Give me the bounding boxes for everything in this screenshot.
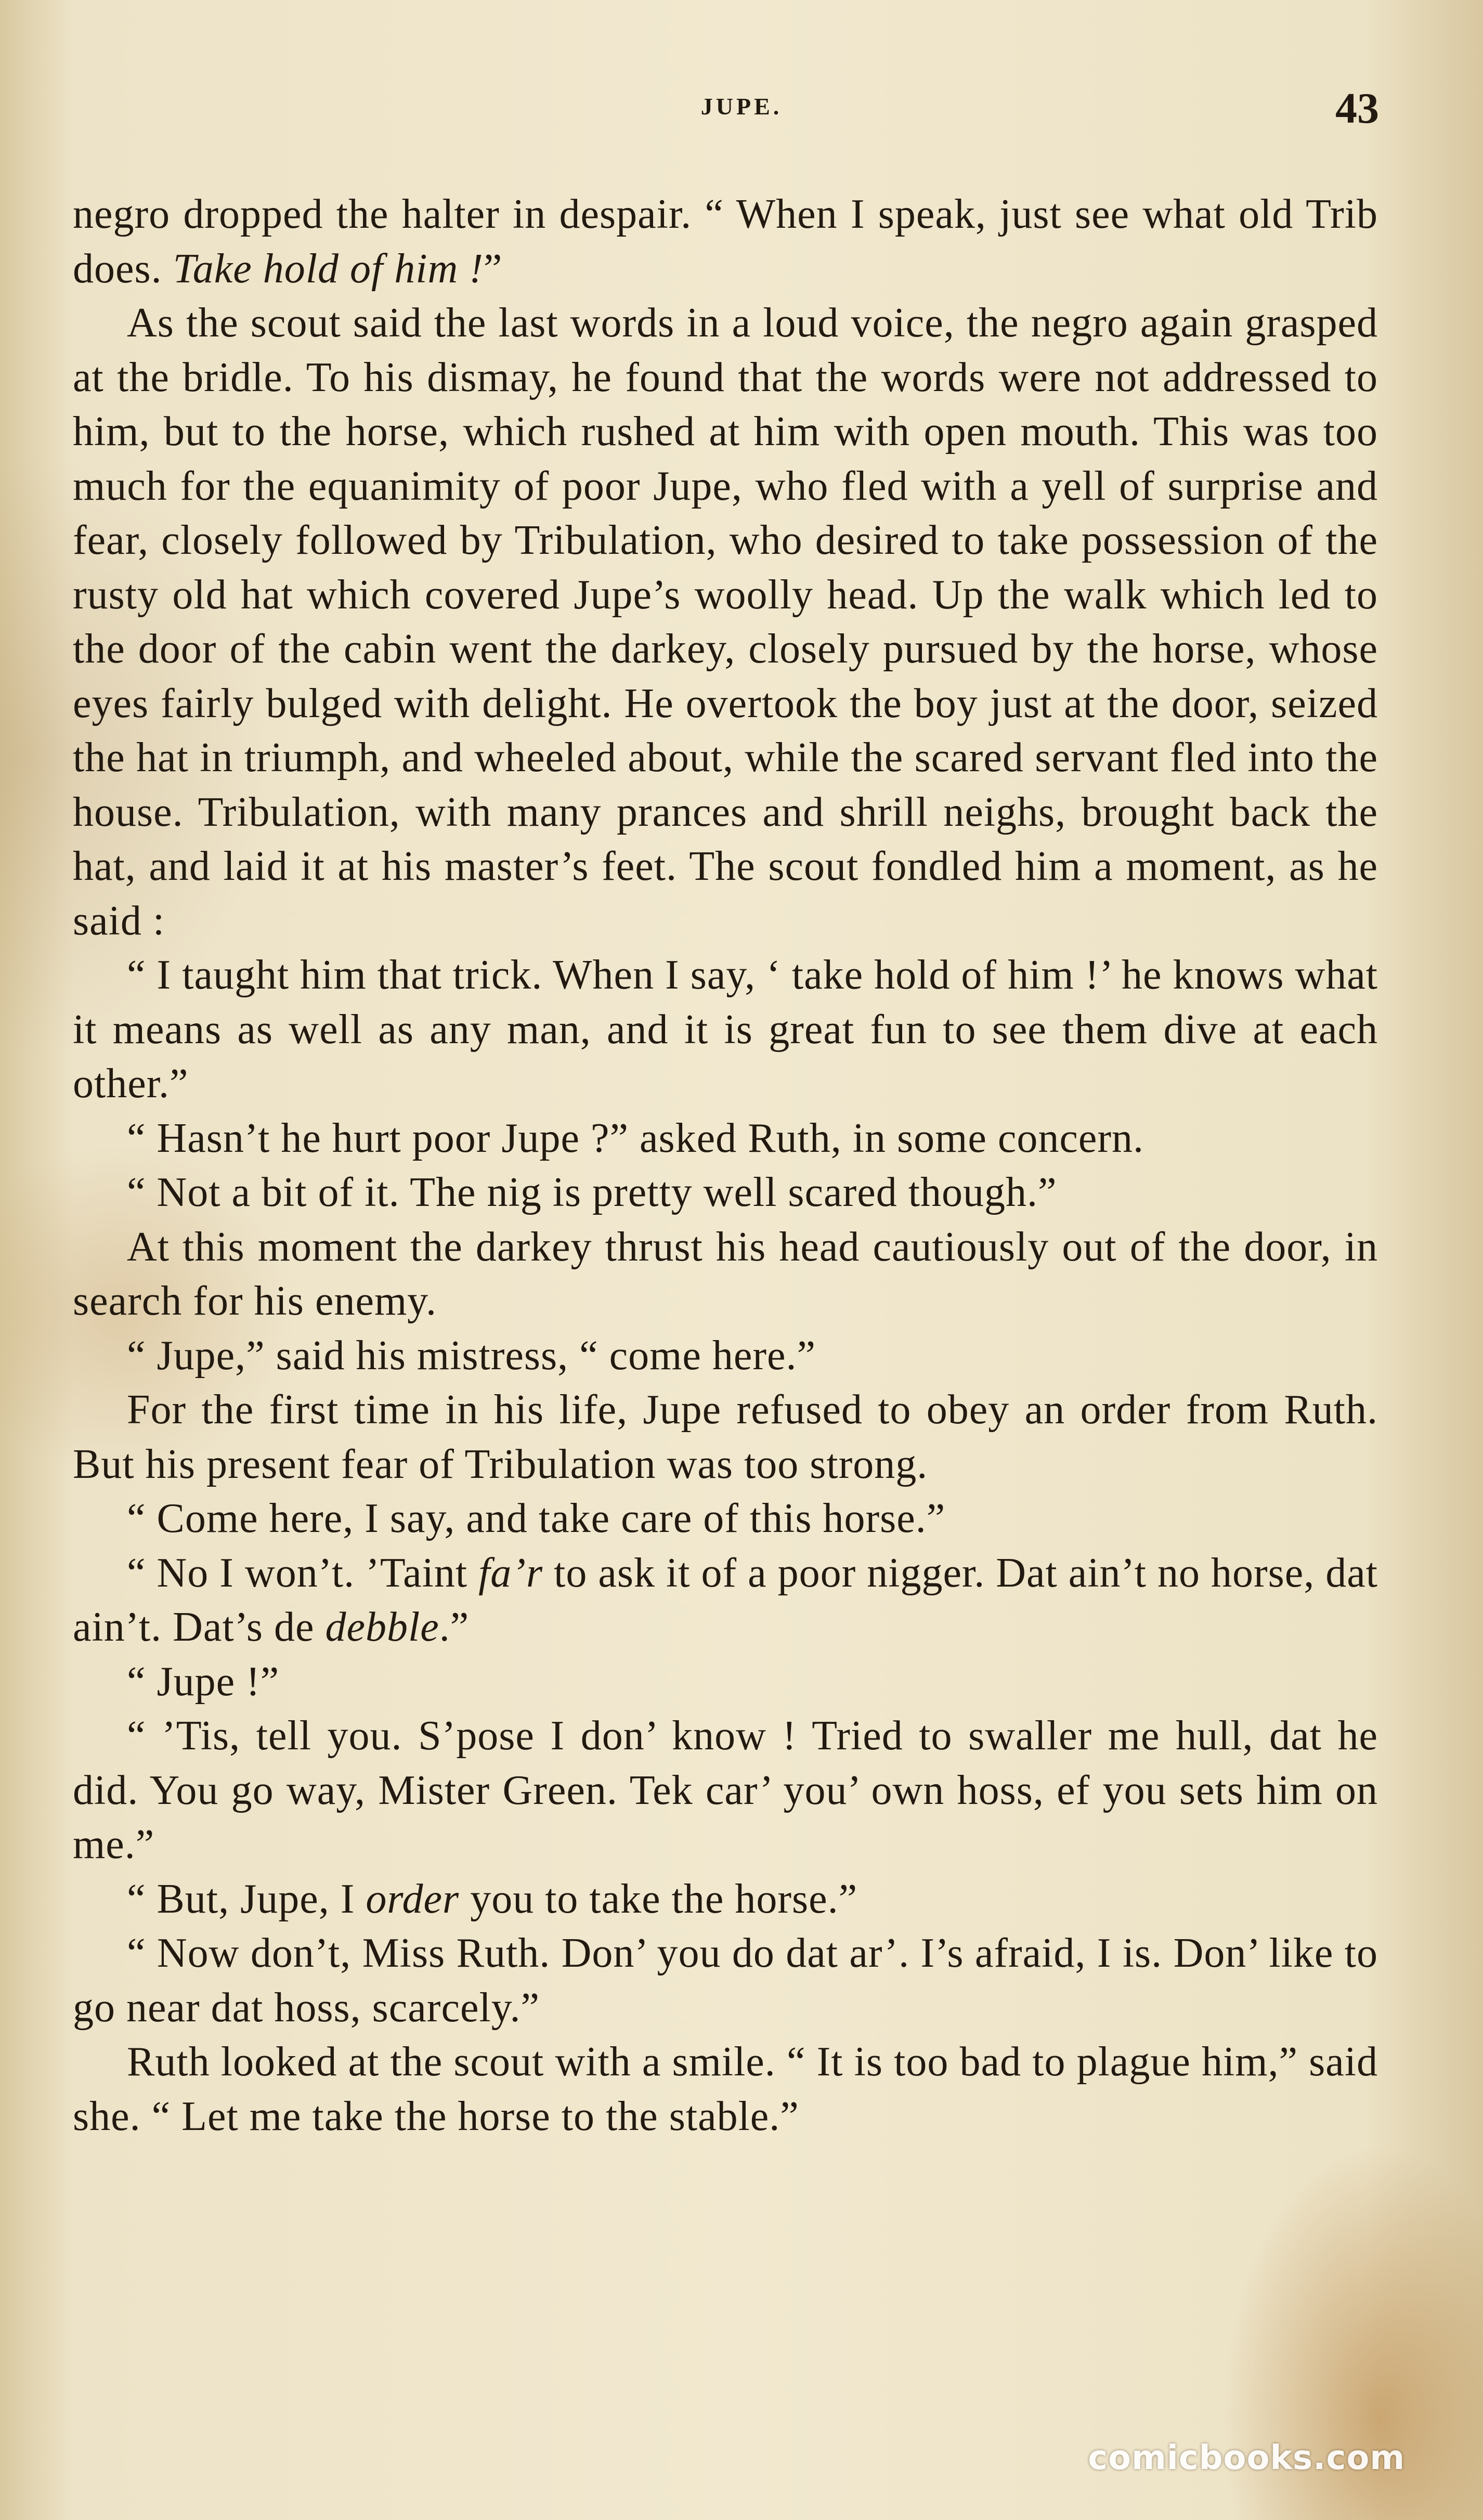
- text-run: “ Hasn’t he hurt poor Jupe ?” asked Ruth, in some concern.: [127, 1115, 1144, 1161]
- paragraph: [73, 1709, 1378, 1872]
- paragraph: [73, 1546, 1378, 1655]
- text-run: to ask it of a poor nigger. Dat ain’t no horse, dat ain’t. Dat’s de: [73, 1550, 1378, 1650]
- text-run: For the first time in his life, Jupe refused to obey an order from Ruth. But his present fear of Tribulation was too strong.: [73, 1387, 1378, 1487]
- italic-text: order: [366, 1876, 460, 1922]
- italic-text: debble: [325, 1604, 439, 1650]
- paragraph: [73, 1165, 1378, 1220]
- text-run: As the scout said the last words in a loud voice, the negro again grasped at the bridle. To his dismay, he found that the words were not addressed to him, but to the horse, which rushed at him with open mouth. This was too much for the equanimity of poor Jupe, who fled with a yell of surprise and fear, closely followed by Tribulation, who desired to take possession of the rusty old hat which covered Jupe’s woolly head. Up the walk which led to the door of the cabin went the darkey, closely pursued by the horse, whose eyes fairly bulged with delight. He overtook the boy just at the door, seized the hat in triumph, and wheeled about, while the scared servant fled into the house. Tribulation, with many prances and shrill neighs, brought back the hat, and laid it at his master’s feet. The scout fondled him a moment, as he said :: [73, 300, 1378, 944]
- text-run: “ Jupe !”: [127, 1658, 280, 1705]
- text-run: negro dropped the halter in despair. “ When I speak, just see what old Trib does.: [73, 191, 1378, 292]
- paragraph: [73, 1491, 1378, 1546]
- paragraph: [73, 296, 1378, 948]
- paragraph: [73, 1655, 1378, 1709]
- watermark: comicbooks.com: [1088, 2439, 1405, 2477]
- text-run: “ ’Tis, tell you. S’pose I don’ know ! Tried to swaller me hull, dat he did. You go way, Mister Green. Tek car’ you’ own hoss, ef you sets him on me.”: [73, 1713, 1378, 1867]
- paragraph: [73, 948, 1378, 1111]
- paragraph: [73, 2035, 1378, 2144]
- paragraph: [73, 1329, 1378, 1383]
- running-head: JUPE.: [700, 93, 783, 120]
- paragraph: [73, 1111, 1378, 1166]
- paragraph: [73, 1220, 1378, 1329]
- paragraph: [73, 187, 1378, 296]
- italic-text: fa’r: [478, 1550, 543, 1596]
- paragraph: [73, 1926, 1378, 2035]
- text-run: “ Now don’t, Miss Ruth. Don’ you do dat ar’. I’s afraid, I is. Don’ like to go near dat hoss, scarcely.”: [73, 1930, 1378, 2031]
- page-header: [0, 84, 1483, 135]
- text-run: “ I taught him that trick. When I say, ‘ take hold of him !’ he knows what it means as well as any man, and it is great fun to see them dive at each other.”: [73, 952, 1378, 1107]
- text-run: “ Not a bit of it. The nig is pretty well scared though.”: [127, 1170, 1057, 1215]
- text-run: ”: [483, 245, 503, 292]
- text-run: “ No I won’t. ’Taint: [127, 1550, 479, 1596]
- text-run: “ But, Jupe, I: [127, 1876, 366, 1922]
- paragraph: [73, 1872, 1378, 1927]
- text-run: “ Jupe,” said his mistress, “ come here.”: [127, 1332, 816, 1379]
- text-run: .”: [439, 1604, 470, 1650]
- text-run: “ Come here, I say, and take care of this horse.”: [127, 1496, 946, 1541]
- text-run: you to take the horse.”: [459, 1876, 858, 1922]
- page-number: 43: [1335, 84, 1379, 133]
- text-run: Ruth looked at the scout with a smile. “ It is too bad to plague him,” said she. “ Let me take the horse to the stable.”: [73, 2039, 1378, 2139]
- paragraph: [73, 1383, 1378, 1491]
- text-run: At this moment the darkey thrust his head cautiously out of the door, in search for his enemy.: [73, 1224, 1378, 1324]
- italic-text: Take hold of him !: [173, 245, 484, 292]
- body-text: [73, 187, 1378, 2144]
